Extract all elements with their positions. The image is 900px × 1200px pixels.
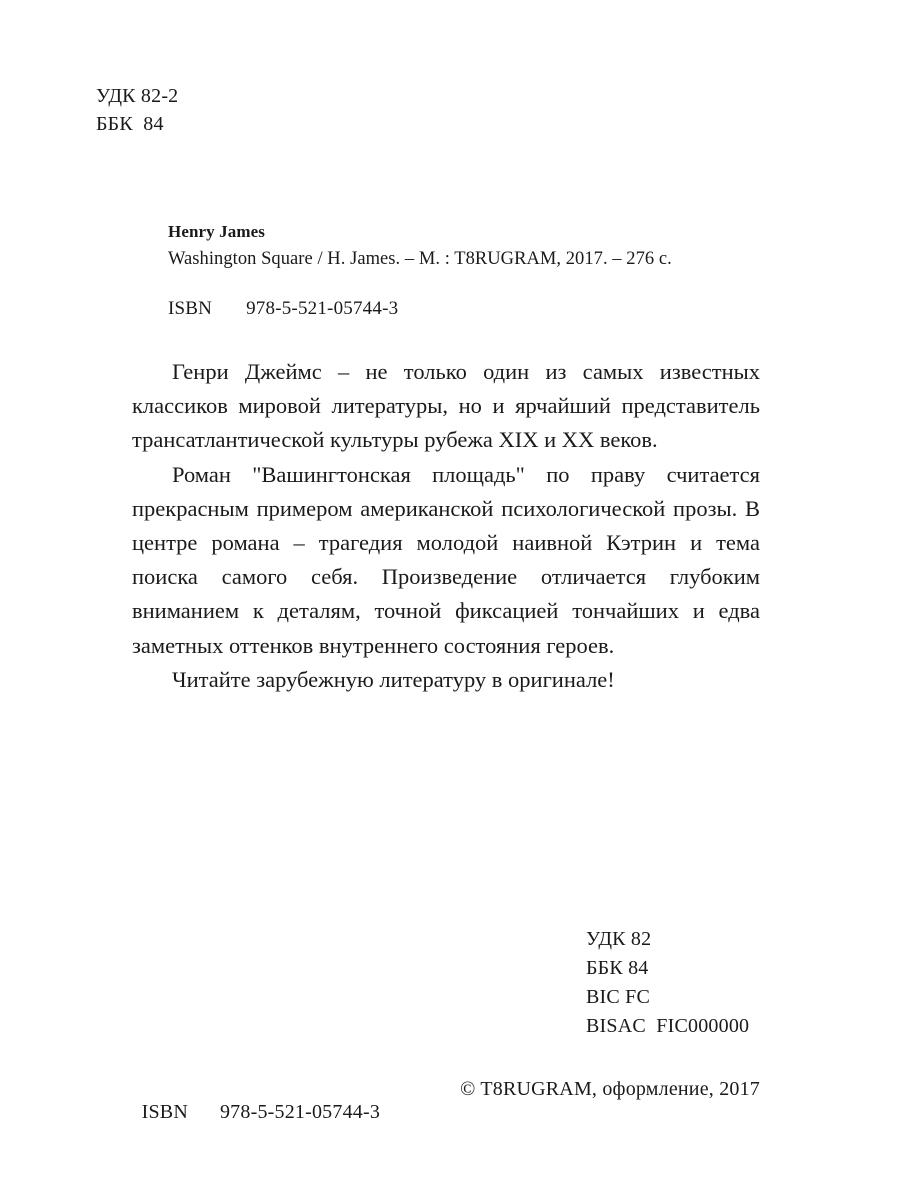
footer-isbn-value: 978-5-521-05744-3 xyxy=(219,1101,381,1123)
author-name: Henry James xyxy=(168,222,265,241)
isbn-value: 978-5-521-05744-3 xyxy=(246,298,399,319)
bbk-code-top: ББК 84 xyxy=(96,113,164,136)
bic-code: BIC FC xyxy=(586,986,651,1008)
footer-isbn-label: ISBN xyxy=(141,1101,188,1123)
annotation-paragraph: Читайте зарубежную литературу в оригинале! xyxy=(172,666,615,692)
classification-codes-bottom xyxy=(586,925,749,1041)
annotation-paragraph: Генри Джеймс – не только один из самых известных классиков мировой литературы, но и ярчайший представитель трансатлантической культуры рубежа XIX и XX веков. xyxy=(132,359,760,453)
annotation-text xyxy=(132,355,760,697)
page-footer xyxy=(100,1078,760,1147)
udk-code-bottom: УДК 82 xyxy=(586,928,652,950)
isbn-line xyxy=(168,298,398,320)
isbn-label: ISBN xyxy=(168,298,213,319)
footer-isbn xyxy=(100,1078,380,1147)
udk-code-top: УДК 82-2 xyxy=(96,85,179,107)
copyright-notice: © T8RUGRAM, оформление, 2017 xyxy=(460,1078,760,1100)
bibliographic-record xyxy=(168,222,768,270)
bisac-code: BISAC FIC000000 xyxy=(586,1015,750,1037)
annotation-paragraph: Роман "Вашингтонская площадь" по праву считается прекрасным примером американской психологической прозы. В центре романа – трагедия молодой наивной Кэтрин и тема поиска самого себя. Произведение отличается глубоким вниманием к деталям, точной фиксацией тончайших и едва заметных оттенков внутреннего состояния героев. xyxy=(132,461,760,658)
publication-description: Washington Square / H. James. – M. : T8RUGRAM, 2017. – 276 c. xyxy=(168,249,672,269)
bbk-code-bottom: ББК 84 xyxy=(586,957,649,979)
classification-codes-top xyxy=(96,82,178,139)
